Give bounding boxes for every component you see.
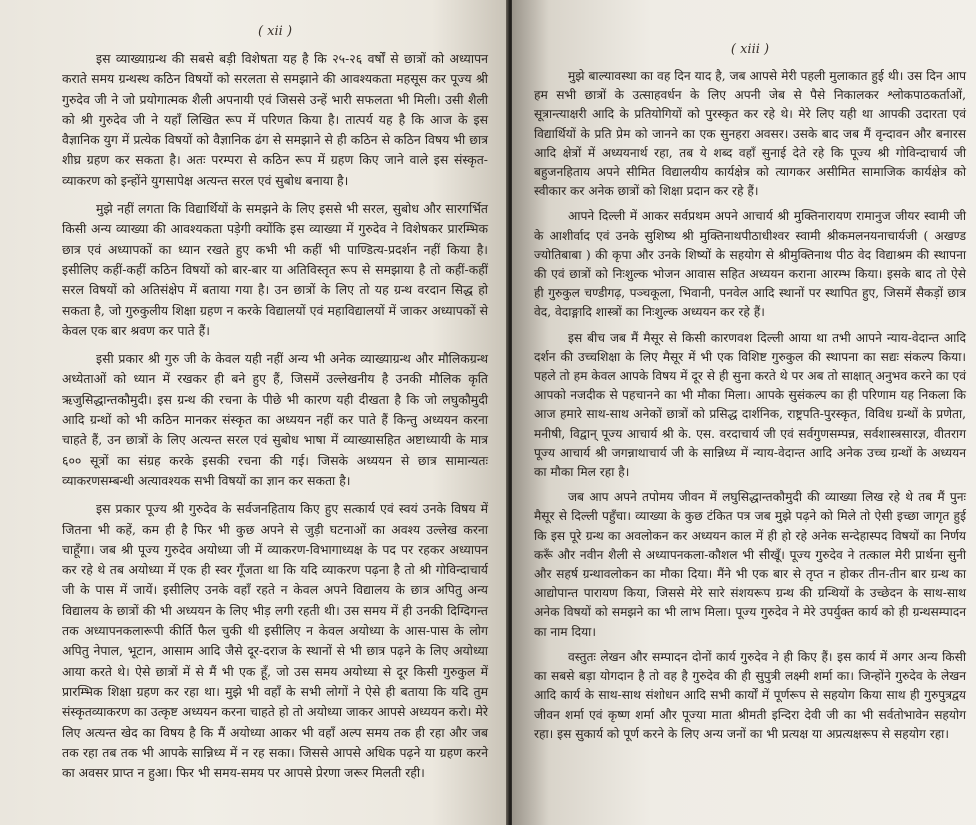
paragraph: जब आप अपने तपोमय जीवन में लघुसिद्धान्तकौमुदी की व्याख्या लिख रहे थे तब मैं पुनः मैसूर से दिल्ली पहुँचा। व्याख्या के कुछ टंकित पत्र जब मुझे पढ़ने को मिले तो ऐसी इच्छा जागृत हुई कि इस पूरे ग्रन्थ का अवलोकन कर अध्ययन काल में ही हो रहे अनेक सन्देहास्पद विषयों का निर्णय करूँ और नवीन शैली से अध्यापनकला-कौशल भी सीखूँ। पूज्य गुरुदेव ने तत्काल मेरी प्रार्थना सुनी और सहर्ष ग्रन्थावलोकन का मौका दिया। मैंने भी एक बार से तृप्त न होकर तीन-तीन बार ग्रन्थ का आद्योपान्त पारायण किया, जिससे मेरे सारे संशयरूप ग्रन्थ की ग्रन्थियों के उच्छेदन के साथ-साथ अनेक विषयों को समझने का भी लाभ मिला। पूज्य गुरुदेव ने मेरे उपर्युक्त कार्य को ही ग्रन्थसम्पादन का नाम दिया। — [534, 490, 966, 639]
paragraph: आपने दिल्ली में आकर सर्वप्रथम अपने आचार्य श्री मुक्तिनारायण रामानुज जीयर स्वामी जी के आशीर्वाद एवं उनके सुशिष्य श्री मुक्तिनाथपीठाधीश्वर स्वामी श्रीकमलनयनाचार्यजी ( अखण्ड ज्योतिबाबा ) की कृपा और उनके शिष्यों के सहयोग से श्रीमुक्तिनाथ पीठ वेद विद्याश्रम की स्थापना की एवं छात्रों को निःशुल्क भोजन आवास सहित अध्ययन कराना आरम्भ किया। इसके बाद तो ऐसे ही गुरुकुल चण्डीगढ़, पञ्चकूला, भिवानी, पनवेल आदि स्थानों पर स्थापित हुए, जिसमें सैकड़ों छात्र वेद, वेदाङ्गादि शास्त्रों का निःशुल्क अध्ययन कर रहे हैं। — [534, 209, 966, 320]
paragraph: इस व्याख्याग्रन्थ की सबसे बड़ी विशेषता यह है कि २५-२६ वर्षों से छात्रों को अध्यापन कराते समय ग्रन्थस्थ कठिन विषयों को सरलता से समझाने की आवश्यकता महसूस कर पूज्य श्री गुरुदेव जी ने जो प्रयोगात्मक शैली अपनायी एवं जिससे उन्हें भारी सफलता भी मिली। उसी शैली को श्री गुरुदेव जी ने यहाँ लिखित रूप में परिणत किया है। तात्पर्य यह है कि आज के इस वैज्ञानिक युग में प्रत्येक विषयों को वैज्ञानिक ढंग से समझाने से ही कठिन से कठिन विषय भी छात्र शीघ्र ग्रहण कर सकता है। अतः परम्परा से कठिन रूप में ग्रहण किए जाने वाले इस संस्कृत-व्याकरण को इन्होंने युगसापेक्ष अत्यन्त सरल एवं सुबोध बनाया है। — [62, 51, 488, 188]
paragraph: मुझे नहीं लगता कि विद्यार्थियों के समझने के लिए इससे भी सरल, सुबोध और सारगर्भित किसी अन्य व्याख्या की आवश्यकता पड़ेगी क्योंकि इस व्याख्या में गुरुदेव ने विशेषकर प्रारम्भिक छात्र एवं अध्यापकों का ध्यान रखते हुए कभी भी कहीं भी पाण्डित्य-प्रदर्शन नहीं किया है। इसीलिए कहीं-कहीं कठिन विषयों को बार-बार या अतिविस्तृत रूप से समझाया है तो कहीं-कहीं सरल विषयों को अतिसंक्षेप में बताया गया है। उन छात्रों के लिए तो यह ग्रन्थ वरदान सिद्ध हो सकता है, जो गुरुकुलीय शिक्षा ग्रहण न करके विद्यालयों एवं महाविद्यालयों में जाकर अध्यापकों से केवल एक बार श्रवण कर पाते हैं। — [62, 201, 488, 338]
paragraph: मुझे बाल्यावस्था का वह दिन याद है, जब आपसे मेरी पहली मुलाकात हुई थी। उस दिन आप हम सभी छात्रों के उत्साहवर्धन के लिए अपनी जेब से पैसे निकालकर श्लोकपाठकर्ताओं, सूत्रान्त्याक्षरी आदि के प्रतियोगियों को पुरस्कृत कर रहे थे। मेरे लिए यही था आपकी उदारता एवं विद्यार्थियों के प्रति प्रेम को जानने का एक सुनहरा अवसर। उसके बाद जब मैं वृन्दावन और बनारस आदि क्षेत्रों में अध्ययनार्थ रहा, तब ये शब्द वहाँ सुनाई देते रहे कि पूज्य श्री गोविन्दाचार्य जी बहुजनहिताय अपने सीमित विद्यालयीय कार्यक्षेत्र को त्यागकर असीमित सामाजिक कार्यक्षेत्र को स्वीकार कर अनेक छात्रों को शिक्षा प्रदान कर रहे हैं। — [534, 69, 966, 199]
page-number-left: ( xii ) — [257, 24, 293, 39]
paragraph: इसी प्रकार श्री गुरु जी के केवल यही नहीं अन्य भी अनेक व्याख्याग्रन्थ और मौलिकग्रन्थ अध्येताओं को ध्यान में रखकर ही बने हुए हैं, जिसमें उल्लेखनीय है उनकी मौलिक कृति ऋजुसिद्धान्तकौमुदी। इस ग्रन्थ की रचना के पीछे भी कारण यही दीखता है कि जो लघुकौमुदी आदि ग्रन्थों को भी कठिन मानकर संस्कृत का अध्ययन नहीं कर पाते हैं किन्तु अध्ययन करना चाहते हैं, उन छात्रों के लिए अत्यन्त सरल एवं सुबोध भाषा में व्याख्यासहित अष्टाध्यायी के मात्र ६०० सूत्रों का संग्रह करके इसकी रचना की गई। जिसके अध्ययन से छात्र सामान्यतः व्याकरणसम्बन्धी अत्यावश्यक सभी विषयों का ज्ञान कर सकता है। — [62, 351, 488, 488]
paragraph: इस बीच जब मैं मैसूर से किसी कारणवश दिल्ली आया था तभी आपने न्याय-वेदान्त आदि दर्शन की उच्चशिक्षा के लिए मैसूर में भी एक विशिष्ट गुरुकुल की स्थापना का सद्यः संकल्प किया। पहले तो हम केवल आपके विषय में दूर से ही सुना करते थे पर अब तो साक्षात् अनुभव करने का एवं आपको नजदीक से पहचानने का भी मौका मिला। आपके सुसंकल्प का ही परिणाम यह निकला कि आज हमारे साथ-साथ अनेकों छात्रों को प्रसिद्ध दार्शनिक, राष्ट्रपति-पुरस्कृत, विविध ग्रन्थों के प्रणेता, मनीषी, विद्वान् पूज्य आचार्य श्री के. एस. वरदाचार्य जी एवं सर्वगुणसम्पन्न, सर्वशास्त्रसारज्ञ, वीतराग पूज्य आचार्य श्री जगन्नाथाचार्य जी के सान्निध्य में न्याय-वेदान्त आदि अनेक उच्च ग्रन्थों के अध्ययन का मौका मिल रहा है। — [534, 330, 966, 480]
page-number-right: ( xiii ) — [730, 42, 770, 57]
paragraph: वस्तुतः लेखन और सम्पादन दोनों कार्य गुरुदेव ने ही किए हैं। इस कार्य में अगर अन्य किसी का सबसे बड़ा योगदान है तो वह है गुरुदेव की ही सुपुत्री लक्ष्मी शर्मा का। जिन्होंने गुरुदेव के लेखन आदि कार्य के साथ-साथ संशोधन आदि सभी कार्यों में पूर्णरूप से सहयोग किया साथ ही गुरुपुत्रद्वय जीवन शर्मा एवं कृष्ण शर्मा और पूज्या माता श्रीमती इन्दिरा देवी जी का भी सर्वतोभावेन सहयोग रहा। इस सुकार्य को पूर्ण करने के लिए अन्य जनों का भी प्रत्यक्ष या अप्रत्यक्षरूप से सहयोग रहा। — [534, 649, 966, 741]
right-page — [512, 0, 976, 825]
paragraph: इस प्रकार पूज्य श्री गुरुदेव के सर्वजनहिताय किए हुए सत्कार्य एवं स्वयं उनके विषय में जितना भी कहें, कम ही है फिर भी कुछ अपने से जुड़ी घटनाओं का अवश्य उल्लेख करना चाहूँगा। जब श्री पूज्य गुरुदेव अयोध्या जी में व्याकरण-विभागाध्यक्ष के पद पर रहकर अध्यापन कर रहे थे तब अयोध्या में एक ही स्वर गूँजता था कि यदि व्याकरण पढ़ना है तो श्री गोविन्दाचार्य जी के पास में जायें। इसीलिए उनके वहाँ रहते न केवल अपने विद्यालय के छात्र अपितु अन्य विद्यालय के छात्रों की भी अध्ययन के लिए भीड़ लगी रहती थी। उस समय में ही उनकी दिग्दिगन्त तक अध्यापनकलारूपी कीर्ति फैल चुकी थी इसीलिए न केवल अयोध्या के आस-पास के लोग अपितु नेपाल, भूटान, आसाम आदि जैसे दूर-दराज के स्थानों से भी छात्र पढ़ने के लिए अयोध्या आया करते थे। ऐसे छात्रों में से मैं भी एक हूँ, जो उस समय अयोध्या से दूर किसी गुरुकुल में प्रारम्भिक शिक्षा ग्रहण कर रहा था। मुझे भी वहाँ के सभी लोगों ने ऐसे ही बताया कि यदि तुम संस्कृतव्याकरण का उत्कृष्ट अध्ययन करना चाहते हो तो अयोध्या जाकर आपसे अध्ययन करो। मेरे लिए अत्यन्त खेद का विषय है कि मैं अयोध्या आकर भी वहाँ अल्प समय तक ही रहा और जब तक रहा तब तक भी आपके सान्निध्य में न रह सका। जिससे आपसे अधिक पढ़ने या ग्रहण करने का अवसर प्राप्त न हुआ। फिर भी समय-समय पर आपसे प्रेरणा जरूर मिलती रही। — [62, 501, 488, 781]
